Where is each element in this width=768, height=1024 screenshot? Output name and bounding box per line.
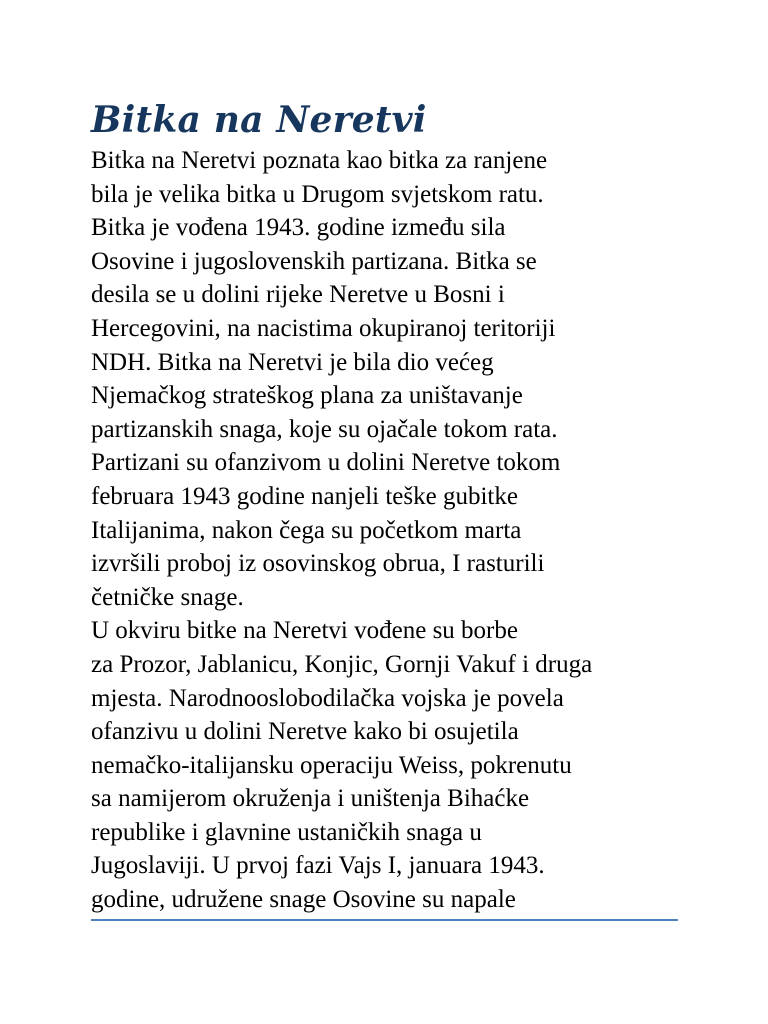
text-line: republike i glavnine ustaničkih snaga u — [91, 818, 482, 846]
text-line: Italijanima, nakon čega su početkom marta — [91, 516, 522, 544]
text-line: za Prozor, Jablanicu, Konjic, Gornji Vakuf i druga — [91, 650, 593, 678]
text-line: četničke snage. — [91, 583, 244, 611]
text-line: godine, udružene snage Osovine su napale — [91, 886, 516, 914]
paragraph-2 — [91, 614, 677, 916]
text-line: Osovine i jugoslovenskih partizana. Bitka se — [91, 247, 537, 275]
text-line: Hercegovini, na nacistima okupiranoj teritoriji — [91, 314, 556, 342]
text-line: U okviru bitke na Neretvi vođene su borbe — [91, 617, 518, 645]
bottom-divider — [91, 919, 678, 921]
document-body — [91, 96, 677, 917]
text-line: mjesta. Narodnooslobodilačka vojska je povela — [91, 684, 564, 712]
text-line: izvršili proboj iz osovinskog obrua, I rasturili — [91, 550, 545, 578]
text-line: nemačko-italijansku operaciju Weiss, pokrenutu — [91, 751, 572, 779]
text-line: Njemačkog strateškog plana za uništavanje — [91, 382, 523, 410]
text-line: Partizani su ofanzivom u dolini Neretve tokom — [91, 449, 561, 477]
text-line: ofanzivu u dolini Neretve kako bi osujetila — [91, 718, 519, 746]
text-line: bila je velika bitka u Drugom svjetskom ratu. — [91, 180, 544, 208]
text-line: Jugoslaviji. U prvoj fazi Vajs I, januara 1943. — [91, 852, 545, 880]
page-title: Bitka na Neretvi — [91, 99, 427, 141]
text-line: sa namijerom okruženja i uništenja Bihaćke — [91, 785, 530, 813]
paragraph-1 — [91, 144, 677, 614]
text-line: partizanskih snaga, koje su ojačale tokom rata. — [91, 415, 558, 443]
text-line: desila se u dolini rijeke Neretve u Bosni i — [91, 281, 505, 309]
text-line: Bitka je vođena 1943. godine između sila — [91, 214, 506, 242]
text-line: NDH. Bitka na Neretvi je bila dio većeg — [91, 348, 494, 376]
text-line: februara 1943 godine nanjeli teške gubitke — [91, 482, 518, 510]
text-line: Bitka na Neretvi poznata kao bitka za ranjene — [91, 147, 548, 174]
